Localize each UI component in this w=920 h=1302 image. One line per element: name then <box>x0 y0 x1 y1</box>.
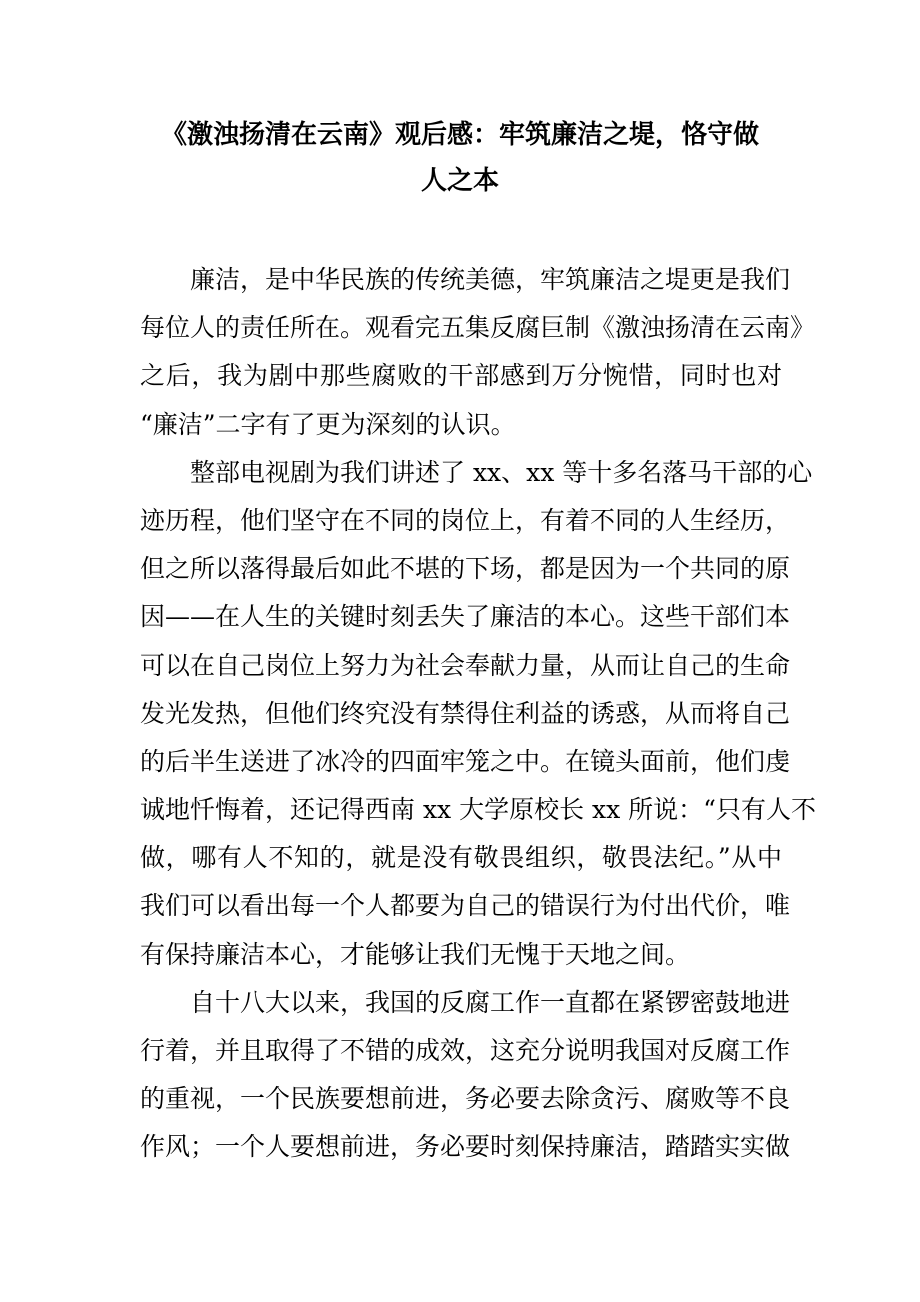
title-line: 人之本 <box>420 166 499 196</box>
text-line: 自十八大以来，我国的反腐工作一直都在紧锣密鼓地进 <box>190 987 791 1017</box>
text-line: 迹历程，他们坚守在不同的岗位上，有着不同的人生经历， <box>140 505 791 535</box>
text-line: 有保持廉洁本心，才能够让我们无愧于天地之间。 <box>140 939 691 969</box>
text-line: 的后半生送进了冰冷的四面牢笼之中。在镜头面前，他们虔 <box>140 746 791 776</box>
text-line: 之后，我为剧中那些腐败的干部感到万分惋惜，同时也对 <box>140 361 782 391</box>
paragraph-1 <box>140 256 816 449</box>
text-line: 做，哪有人不知的，就是没有敬畏组织，敬畏法纪。”从中 <box>140 843 782 873</box>
text-line: 整部电视剧为我们讲述了 xx、xx 等十多名落马干部的心 <box>190 457 813 487</box>
text-line: 我们可以看出每一个人都要为自己的错误行为付出代价，唯 <box>140 891 791 921</box>
text-line: 每位人的责任所在。观看完五集反腐巨制《激浊扬清在云南》 <box>140 313 816 343</box>
title-line: 《激浊扬清在云南》观后感：牢筑廉洁之堤，恪守做 <box>160 120 759 150</box>
text-line: 发光发热，但他们终究没有禁得住利益的诱惑，从而将自己 <box>140 698 791 728</box>
text-line: “廉洁”二字有了更为深刻的认识。 <box>140 409 516 439</box>
text-line: 的重视，一个民族要想前进，务必要去除贪污、腐败等不良 <box>140 1084 791 1114</box>
text-line: 廉洁，是中华民族的传统美德，牢筑廉洁之堤更是我们 <box>190 265 791 294</box>
text-line: 作风；一个人要想前进，务必要时刻保持廉洁，踏踏实实做 <box>140 1132 791 1162</box>
paragraph-3 <box>140 979 791 1172</box>
document-title <box>140 112 780 204</box>
document-body <box>140 256 816 1172</box>
text-line: 因——在人生的关键时刻丢失了廉洁的本心。这些干部们本 <box>140 602 791 632</box>
paragraph-2 <box>140 449 816 979</box>
text-line: 诚地忏悔着，还记得西南 xx 大学原校长 xx 所说：“只有人不 <box>140 795 816 825</box>
text-line: 行着，并且取得了不错的成效，这充分说明我国对反腐工作 <box>140 1036 791 1065</box>
text-line: 但之所以落得最后如此不堪的下场，都是因为一个共同的原 <box>140 554 791 584</box>
text-line: 可以在自己岗位上努力为社会奉献力量，从而让自己的生命 <box>140 650 791 680</box>
